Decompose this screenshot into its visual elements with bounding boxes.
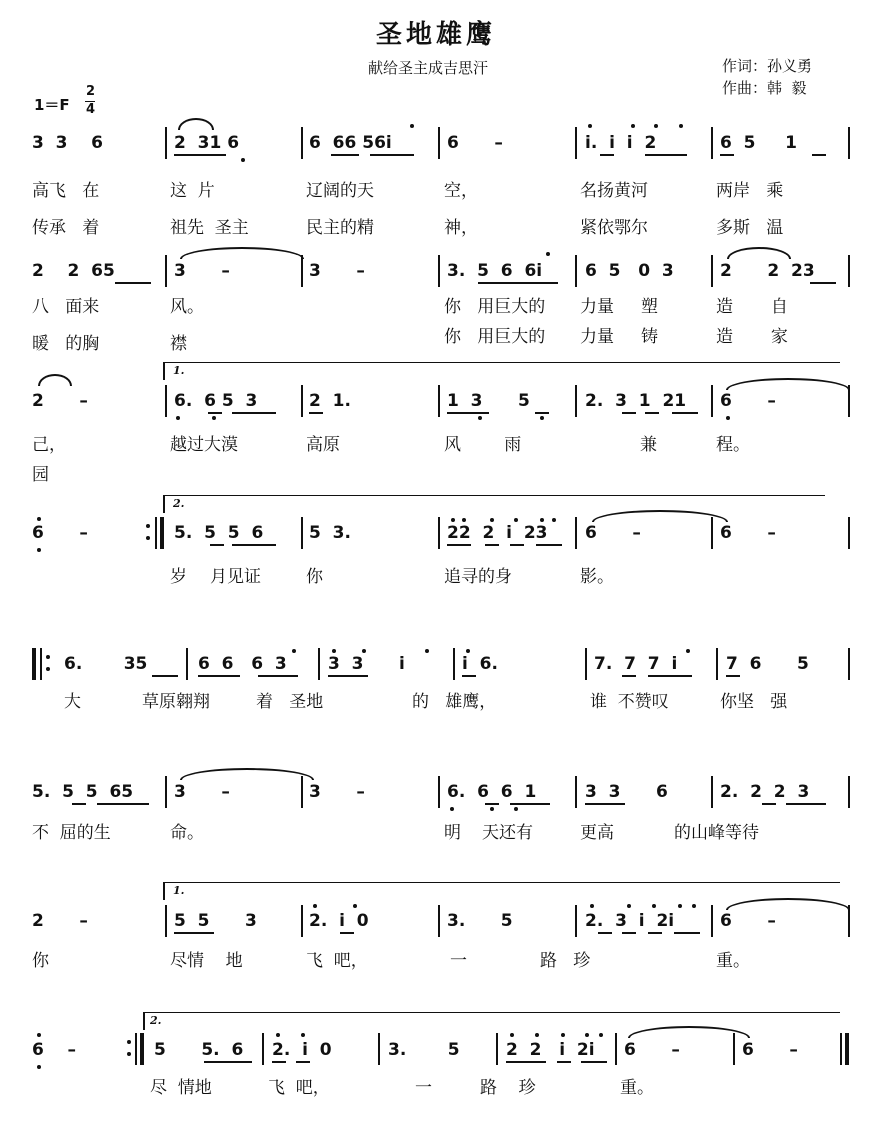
measure-notes: 2. i 0 [309, 911, 369, 931]
lyric: 程。 [716, 435, 750, 455]
lyric: 紧依鄂尔 [580, 218, 648, 238]
underline [340, 932, 354, 934]
measure-notes: 2 – [32, 911, 88, 931]
underline [174, 932, 214, 934]
lyric: 命。 [170, 823, 204, 843]
time-signature-bottom: 4 [86, 102, 96, 117]
lyric: 襟 [170, 334, 187, 354]
underline [174, 154, 226, 156]
underline [536, 544, 562, 546]
lyric: 民主的精 [306, 218, 374, 238]
underline [97, 803, 149, 805]
measure-notes: 3 – [309, 261, 365, 281]
measure-notes: 2 – [32, 391, 88, 411]
underline [672, 412, 698, 414]
barline [40, 648, 42, 680]
lyric: 一 [415, 1078, 432, 1098]
underline [328, 675, 368, 677]
octave-dot [510, 1033, 514, 1037]
octave-dot [552, 518, 556, 522]
lyric: 辽阔的天 [306, 181, 374, 201]
lyric: 你 [32, 951, 49, 971]
measure-notes: 2 31 6 [174, 133, 240, 153]
barline [711, 255, 713, 287]
repeat-end-thick-bar [140, 1033, 144, 1065]
measure-notes: 2. i 0 [272, 1040, 332, 1060]
lyric: 更高 [580, 823, 614, 843]
repeat-dot [127, 1040, 131, 1044]
tie-arc [178, 118, 214, 130]
lyric: 不 屈的生 [32, 823, 111, 843]
repeat-dot [127, 1052, 131, 1056]
octave-dot [362, 649, 366, 653]
underline [296, 1061, 310, 1063]
barline [848, 255, 850, 287]
octave-dot [462, 518, 466, 522]
measure-notes: 6 – [742, 1040, 798, 1060]
lyric: 岁 [170, 567, 187, 587]
octave-dot [37, 548, 41, 552]
repeat-dot [146, 536, 150, 540]
tie-arc [726, 378, 850, 390]
measure-notes: 3. 5 6 6i [447, 261, 543, 281]
barline [848, 776, 850, 808]
underline [535, 412, 549, 414]
barline [496, 1033, 498, 1065]
barline [711, 385, 713, 417]
octave-dot [450, 807, 454, 811]
lyric: 风 雨 [444, 435, 522, 455]
measure-notes: 7. 7 7 i [594, 654, 678, 674]
underline [370, 154, 414, 156]
octave-dot [313, 904, 317, 908]
barline [262, 1033, 264, 1065]
measure-notes: 6 – [585, 523, 641, 543]
barline [575, 905, 577, 937]
lyric: 重。 [716, 951, 750, 971]
tie-arc [628, 1026, 750, 1038]
measure-notes: 2 2 65 [32, 261, 115, 281]
barline [165, 255, 167, 287]
barline [165, 385, 167, 417]
underline [674, 932, 700, 934]
lyric: 空， [444, 181, 478, 201]
measure-notes: 7 6 5 [726, 654, 809, 674]
tie-arc [726, 898, 850, 910]
lyric: 力量 塑 [580, 297, 659, 317]
underline [622, 412, 636, 414]
barline [318, 648, 320, 680]
underline [812, 154, 826, 156]
octave-dot [478, 416, 482, 420]
barline [840, 1033, 842, 1065]
second-ending-label: 2. [150, 1014, 162, 1027]
underline [232, 544, 276, 546]
octave-dot [652, 904, 656, 908]
octave-dot [37, 1033, 41, 1037]
volta-bracket-start [163, 882, 165, 900]
lyric: 造 自 [716, 297, 788, 317]
barline [575, 385, 577, 417]
volta-bracket-line [163, 495, 825, 496]
underline [581, 1061, 607, 1063]
underline [648, 932, 662, 934]
lyric: 的山峰等待 [674, 823, 759, 843]
octave-dot [514, 518, 518, 522]
underline [204, 1061, 252, 1063]
lyric: 的 雄鹰， [412, 692, 497, 712]
barline [186, 648, 188, 680]
repeat-dot [46, 667, 50, 671]
octave-dot [301, 1033, 305, 1037]
measure-notes: 2 1. [309, 391, 351, 411]
barline [438, 517, 440, 549]
octave-dot [540, 518, 544, 522]
volta-bracket-line [143, 1012, 840, 1013]
barline [848, 517, 850, 549]
octave-dot [654, 124, 658, 128]
barline [453, 648, 455, 680]
barline [575, 517, 577, 549]
barline [848, 127, 850, 159]
underline [762, 803, 776, 805]
octave-dot [679, 124, 683, 128]
volta-bracket-start [163, 362, 165, 380]
tie-arc [180, 247, 304, 259]
repeat-start-thick-bar [32, 648, 36, 680]
underline [272, 1061, 286, 1063]
lyric: 八 面来 [32, 297, 100, 317]
measure-notes: 6. 35 [64, 654, 148, 674]
measure-notes: 6 – [720, 523, 776, 543]
barline [711, 905, 713, 937]
time-signature-top: 2 [86, 84, 96, 99]
underline [598, 932, 612, 934]
second-ending-label: 2. [173, 497, 185, 510]
measure-notes: 6 – [624, 1040, 680, 1060]
barline [848, 648, 850, 680]
underline [506, 1061, 546, 1063]
measure-notes: 2 2 23 [720, 261, 815, 281]
lyric: 着 圣地 [256, 692, 324, 712]
repeat-end-thick-bar [160, 517, 164, 549]
underline [645, 412, 659, 414]
barline [438, 127, 440, 159]
lyric: 你 用巨大的 [444, 297, 546, 317]
repeat-dot [146, 524, 150, 528]
measure-notes: 2. 3 1 21 [585, 391, 687, 411]
measure-notes: 5 5 3 [174, 911, 257, 931]
lyric: 神， [444, 218, 478, 238]
octave-dot [726, 416, 730, 420]
barline [165, 127, 167, 159]
underline [258, 675, 298, 677]
octave-dot [561, 1033, 565, 1037]
measure-notes: 6 – [720, 391, 776, 411]
measure-notes: 6 6 6 3 [198, 654, 287, 674]
octave-dot [588, 124, 592, 128]
underline [622, 675, 636, 677]
composer-credit: 作曲：韩 毅 [722, 79, 807, 97]
lyric: 你 用巨大的 [444, 327, 546, 347]
lyric: 己， [32, 435, 66, 455]
measure-notes: 3. 5 [388, 1040, 460, 1060]
lyric: 祖先 圣主 [170, 218, 249, 238]
octave-dot [176, 416, 180, 420]
measure-notes: 6 – [447, 133, 503, 153]
barline [438, 905, 440, 937]
final-thick-bar [845, 1033, 849, 1065]
barline [711, 776, 713, 808]
measure-notes: 6 – [32, 1040, 77, 1060]
first-ending-label: 1. [173, 364, 185, 377]
barline [575, 255, 577, 287]
lyric: 路 珍 [540, 951, 591, 971]
underline [600, 154, 614, 156]
underline [485, 544, 499, 546]
underline [726, 675, 740, 677]
underline [232, 412, 276, 414]
measure-notes: 3 – [309, 782, 365, 802]
barline [615, 1033, 617, 1065]
underline [648, 675, 692, 677]
lyric: 兼 [640, 435, 657, 455]
lyric: 你 [306, 567, 323, 587]
barline [165, 905, 167, 937]
octave-dot [37, 517, 41, 521]
octave-dot [692, 904, 696, 908]
measure-notes: 6 – [720, 911, 776, 931]
lyric: 名扬黄河 [580, 181, 648, 201]
octave-dot [585, 1033, 589, 1037]
underline [478, 282, 558, 284]
octave-dot [540, 416, 544, 420]
key-signature: 1＝F [34, 96, 70, 114]
measure-notes: 2 2 i 2i [506, 1040, 595, 1060]
underline [810, 282, 836, 284]
lyric: 越过大漠 [170, 435, 238, 455]
measure-notes: 6. 6 5 3 [174, 391, 258, 411]
measure-notes: 5 3. [309, 523, 351, 543]
lyric: 尽 情地 [150, 1078, 212, 1098]
tie-arc [180, 768, 314, 780]
underline [462, 675, 476, 677]
lyric: 一 [450, 951, 467, 971]
volta-bracket-start [143, 1012, 145, 1030]
lyric: 尽情 地 [170, 951, 243, 971]
octave-dot [627, 904, 631, 908]
tie-arc [727, 247, 791, 259]
measure-notes: 3. 5 [447, 911, 513, 931]
first-ending-label: 1. [173, 884, 185, 897]
barline [585, 648, 587, 680]
measure-notes: i. i i 2 [585, 133, 657, 153]
song-title: 圣地雄鹰 [376, 20, 497, 50]
lyric: 谁 不赞叹 [590, 692, 669, 712]
octave-dot [535, 1033, 539, 1037]
measure-notes: 6 5 0 3 [585, 261, 674, 281]
underline [510, 803, 550, 805]
measure-notes: 6 5 1 [720, 133, 797, 153]
octave-dot [490, 518, 494, 522]
octave-dot [466, 649, 470, 653]
octave-dot [490, 807, 494, 811]
lyric: 传承 着 [32, 218, 100, 238]
octave-dot [599, 1033, 603, 1037]
lyric: 重。 [620, 1078, 654, 1098]
underline [786, 803, 826, 805]
lyric: 大 [64, 692, 81, 712]
lyric: 飞 吧， [306, 951, 368, 971]
measure-notes: 2. 3 i 2i [585, 911, 675, 931]
measure-notes: 2. 2 2 3 [720, 782, 810, 802]
underline [585, 803, 625, 805]
barline [438, 385, 440, 417]
lyric: 园 [32, 465, 49, 485]
measure-notes: 3 3 6 [32, 133, 103, 153]
octave-dot [451, 518, 455, 522]
lyric: 明 [444, 823, 461, 843]
lyric: 飞 吧， [268, 1078, 330, 1098]
measure-notes: 5. 5 5 65 [32, 782, 134, 802]
lyric: 这 片 [170, 181, 215, 201]
barline [378, 1033, 380, 1065]
barline [301, 255, 303, 287]
octave-dot [678, 904, 682, 908]
octave-dot [410, 124, 414, 128]
barline [301, 127, 303, 159]
underline [720, 154, 734, 156]
lyric: 造 家 [716, 327, 788, 347]
lyric: 多斯 温 [716, 218, 784, 238]
measure-notes: 5. 5 5 6 [174, 523, 264, 543]
lyric: 两岸 乘 [716, 181, 784, 201]
underline [622, 932, 636, 934]
octave-dot [686, 649, 690, 653]
octave-dot [292, 649, 296, 653]
underline [115, 282, 151, 284]
underline [208, 412, 222, 414]
octave-dot [276, 1033, 280, 1037]
barline [575, 776, 577, 808]
barline [575, 127, 577, 159]
measure-notes: 3 – [174, 782, 230, 802]
barline [438, 255, 440, 287]
measure-notes: 1 3 5 [447, 391, 530, 411]
measure-notes: i 6. [462, 654, 498, 674]
octave-dot [212, 416, 216, 420]
measure-notes: 3 3 i [328, 654, 405, 674]
lyric: 追寻的身 [444, 567, 512, 587]
lyricist-credit: 作词：孙义勇 [722, 57, 813, 75]
barline [711, 127, 713, 159]
repeat-dot [46, 655, 50, 659]
lyric: 风。 [170, 297, 204, 317]
octave-dot [37, 1065, 41, 1069]
barline [155, 517, 157, 549]
measure-notes: 5 5. 6 [154, 1040, 244, 1060]
octave-dot [241, 158, 245, 162]
volta-bracket-line [163, 362, 840, 363]
measure-notes: 6. 6 6 1 [447, 782, 537, 802]
lyric: 你坚 强 [720, 692, 788, 712]
tie-arc [592, 510, 728, 522]
octave-dot [590, 904, 594, 908]
lyric: 高飞 在 [32, 181, 100, 201]
barline [301, 905, 303, 937]
measure-notes: 22 2 i 23 [447, 523, 548, 543]
dedication-subtitle: 献给圣主成吉思汗 [368, 59, 489, 77]
measure-notes: 3 – [174, 261, 230, 281]
underline [309, 412, 323, 414]
underline [510, 544, 524, 546]
barline [716, 648, 718, 680]
barline [301, 517, 303, 549]
volta-bracket-start [163, 495, 165, 513]
measure-notes: 6 – [32, 523, 88, 543]
octave-dot [425, 649, 429, 653]
lyric: 力量 铸 [580, 327, 659, 347]
barline [135, 1033, 137, 1065]
underline [198, 675, 240, 677]
tie-arc [38, 374, 72, 386]
octave-dot [514, 807, 518, 811]
octave-dot [546, 252, 550, 256]
underline [72, 803, 86, 805]
lyric: 天还有 [482, 823, 533, 843]
underline [645, 154, 687, 156]
barline [301, 385, 303, 417]
octave-dot [332, 649, 336, 653]
barline [301, 776, 303, 808]
underline [210, 544, 224, 546]
barline [438, 776, 440, 808]
underline [331, 154, 359, 156]
volta-bracket-line [163, 882, 840, 883]
lyric: 草原翱翔 [142, 692, 210, 712]
octave-dot [353, 904, 357, 908]
measure-notes: 6 66 56i [309, 133, 392, 153]
barline [165, 776, 167, 808]
underline [447, 544, 471, 546]
lyric: 路 珍 [480, 1078, 536, 1098]
octave-dot [631, 124, 635, 128]
lyric: 暖 的胸 [32, 334, 100, 354]
measure-notes: 3 3 6 [585, 782, 668, 802]
underline [447, 412, 489, 414]
underline [152, 675, 178, 677]
underline [485, 803, 499, 805]
lyric: 影。 [580, 567, 614, 587]
lyric: 高原 [306, 435, 340, 455]
lyric: 月见证 [210, 567, 261, 587]
underline [557, 1061, 571, 1063]
